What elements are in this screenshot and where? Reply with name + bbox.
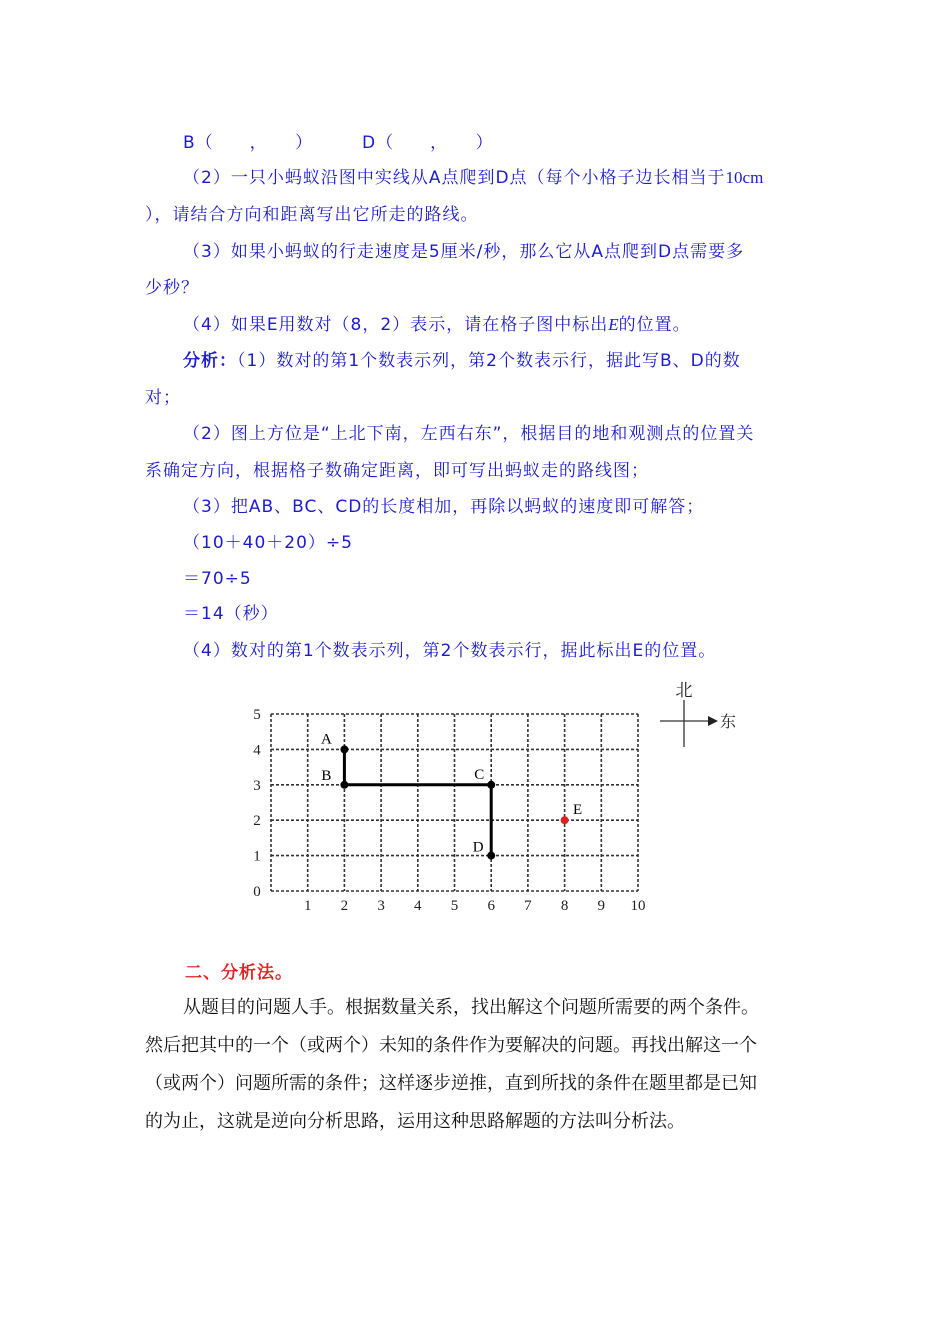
q4-tail: 的位置。 bbox=[618, 315, 691, 335]
compass-east-label: 东 bbox=[719, 714, 737, 731]
q4-text: （4）如果E用数对（8，2）表示，请在格子图中标出 bbox=[183, 315, 609, 335]
point-d bbox=[487, 852, 495, 860]
y-tick-label: 0 bbox=[253, 884, 261, 900]
section2-line4: 的为止，这就是逆向分析思路，运用这种思路解题的方法叫分析法。 bbox=[145, 1111, 685, 1132]
section2-line3: （或两个）问题所需的条件；这样逐步逆推，直到所找的条件在题里都是已知 bbox=[145, 1073, 757, 1094]
q2-unit: 10cm bbox=[725, 168, 764, 187]
x-tick-label: 4 bbox=[414, 898, 422, 914]
point-e bbox=[561, 816, 569, 824]
analysis-calc1: （10＋40＋20）÷5 bbox=[183, 533, 353, 553]
analysis-p1-line2: 对； bbox=[145, 388, 181, 408]
analysis-p2-line2: 系确定方向，根据格子数确定距离，即可写出蚂蚁走的路线图； bbox=[145, 461, 649, 481]
x-tick-label: 8 bbox=[560, 898, 569, 914]
y-tick-label: 1 bbox=[253, 848, 261, 865]
x-tick-label: 2 bbox=[340, 898, 349, 914]
y-tick-label: 5 bbox=[253, 707, 261, 723]
point-b bbox=[340, 781, 348, 789]
x-tick-label: 9 bbox=[597, 898, 606, 914]
section2-line1: 从题目的问题人手。根据数量关系，找出解这个问题所需要的两个条件。 bbox=[183, 997, 759, 1018]
analysis-p1-text: （1）数对的第1个数表示列，第2个数表示行，据此写B、D的数 bbox=[237, 351, 741, 371]
point-c bbox=[487, 781, 495, 789]
point-a bbox=[340, 745, 348, 753]
q4-e-symbol: E bbox=[608, 315, 619, 334]
point-label-e: E bbox=[573, 802, 583, 819]
q1-blank-d: D（ ， ） bbox=[362, 133, 494, 153]
y-tick-label: 3 bbox=[253, 777, 261, 794]
section2-title: 二、分析法。 bbox=[185, 963, 293, 983]
q2-text: （2）一只小蚂蚁沿图中实线从A点爬到D点（每个小格子边长相当于 bbox=[183, 168, 726, 188]
x-tick-label: 1 bbox=[303, 898, 312, 914]
q2-line2: ），请结合方向和距离写出它所走的路线。 bbox=[145, 205, 479, 225]
analysis-calc3: ＝14（秒） bbox=[183, 604, 279, 624]
y-tick-label: 4 bbox=[253, 742, 261, 759]
q1-blank-b: B（ ， ） bbox=[183, 133, 314, 153]
x-tick-label: 5 bbox=[450, 898, 459, 914]
x-tick-label: 7 bbox=[524, 898, 532, 914]
q3-line1: （3）如果小蚂蚁的行走速度是5厘米/秒，那么它从A点爬到D点需要多 bbox=[183, 242, 745, 262]
point-label-d: D bbox=[472, 839, 484, 856]
compass-east-arrow-icon bbox=[708, 716, 718, 726]
analysis-calc2: ＝70÷5 bbox=[183, 569, 252, 589]
analysis-p2-line1: （2）图上方位是“上北下南，左西右东”，根据目的地和观测点的位置关 bbox=[183, 424, 755, 444]
x-tick-label: 10 bbox=[630, 898, 646, 914]
analysis-label: 分析： bbox=[183, 351, 237, 371]
analysis-p4: （4）数对的第1个数表示列，第2个数表示行，据此标出E的位置。 bbox=[183, 641, 717, 661]
y-tick-label: 2 bbox=[253, 813, 261, 830]
point-label-b: B bbox=[321, 767, 332, 784]
compass-north-label: 北 bbox=[675, 681, 693, 700]
analysis-p3: （3）把AB、BC、CD的长度相加，再除以蚂蚁的速度即可解答； bbox=[183, 497, 705, 517]
q3-line2: 少秒？ bbox=[145, 278, 199, 298]
point-label-a: A bbox=[320, 731, 332, 748]
x-tick-label: 6 bbox=[487, 898, 495, 914]
point-label-c: C bbox=[474, 766, 485, 783]
x-tick-label: 3 bbox=[377, 898, 385, 914]
section2-line2: 然后把其中的一个（或两个）未知的条件作为要解决的问题。再找出解这一个 bbox=[145, 1035, 757, 1056]
